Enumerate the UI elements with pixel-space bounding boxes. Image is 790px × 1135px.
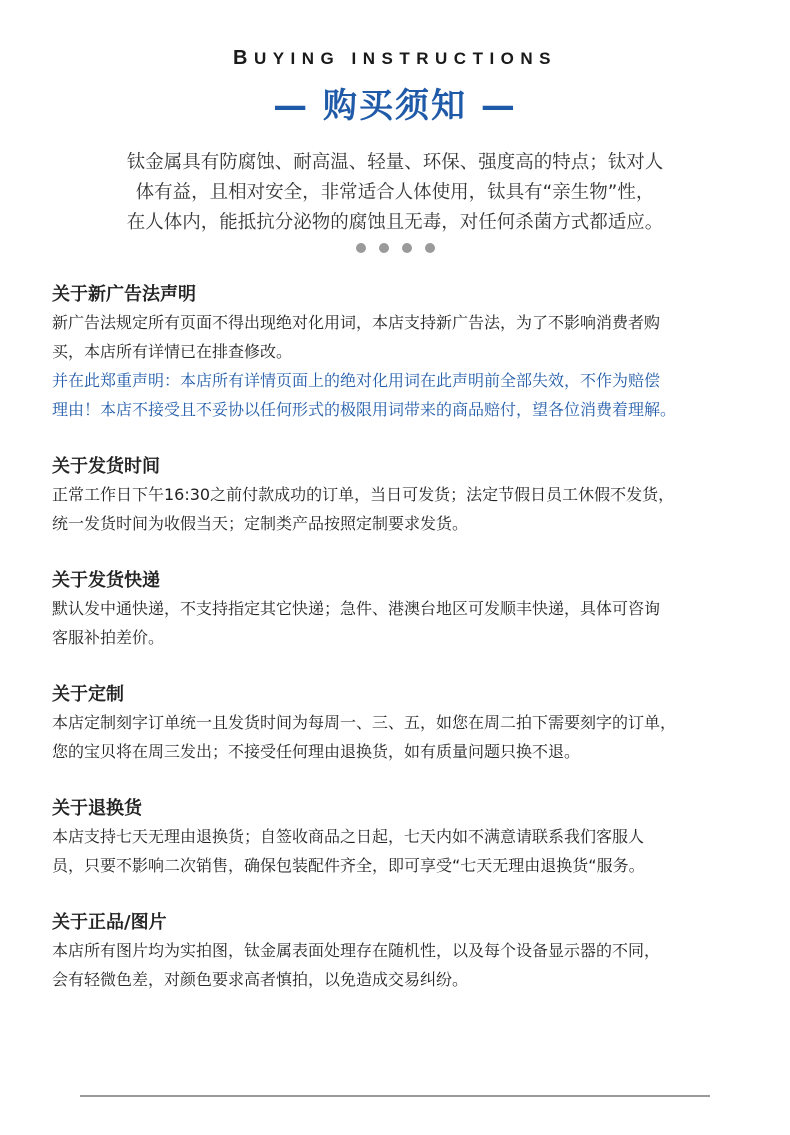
section-text: 默认发中通快递，不支持指定其它快递；急件、港澳台地区可发顺丰快递，具体可咨询 xyxy=(52,599,661,618)
section-text: 本店所有图片均为实拍图，钛金属表面处理存在随机性，以及每个设备显示器的不同， xyxy=(52,941,661,960)
section-title: 关于正品/图片 xyxy=(52,912,167,933)
dot-icon xyxy=(379,243,389,253)
bottom-divider xyxy=(80,1095,710,1097)
instruction-sections xyxy=(52,281,752,1023)
notice-text: 并在此郑重声明：本店所有详情页面上的绝对化用词在此声明前全部失效，不作为赔偿 xyxy=(52,371,661,390)
page-title: — 购买须知 — xyxy=(273,86,517,126)
dot-icon xyxy=(425,243,435,253)
section-text: 客服补拍差价。 xyxy=(52,628,165,647)
section-title: 关于定制 xyxy=(52,684,124,705)
section-text: 本店支持七天无理由退换货；自签收商品之日起，七天内如不满意请联系我们客服人 xyxy=(52,827,645,846)
section-text: 新广告法规定所有页面不得出现绝对化用词，本店支持新广告法，为了不影响消费者购 xyxy=(52,313,661,332)
section-shipping-time xyxy=(52,453,752,538)
intro-paragraph xyxy=(0,148,790,238)
section-title: 关于发货时间 xyxy=(52,456,160,477)
section-text: 会有轻微色差，对颜色要求高者慎拍，以免造成交易纠纷。 xyxy=(52,970,469,989)
section-returns xyxy=(52,795,752,880)
section-courier xyxy=(52,567,752,652)
dot-icon xyxy=(356,243,366,253)
section-text: 买，本店所有详情已在排查修改。 xyxy=(52,342,293,361)
section-title: 关于发货快递 xyxy=(52,570,160,591)
section-authentic-photos xyxy=(52,909,752,994)
section-text: 本店定制刻字订单统一且发货时间为每周一、三、五，如您在周二拍下需要刻字的订单， xyxy=(52,713,677,732)
intro-line: 在人体内，能抵抗分泌物的腐蚀且无毒，对任何杀菌方式都适应。 xyxy=(126,212,664,233)
section-title: 关于退换货 xyxy=(52,798,142,819)
section-eyebrow: BUYING INSTRUCTIONS xyxy=(232,47,558,69)
section-ad-law xyxy=(52,281,752,424)
section-custom xyxy=(52,681,752,766)
section-text: 您的宝贝将在周三发出；不接受任何理由退换货，如有质量问题只换不退。 xyxy=(52,742,581,761)
dots-divider xyxy=(0,243,790,253)
dot-icon xyxy=(402,243,412,253)
section-text: 正常工作日下午16:30之前付款成功的订单，当日可发货；法定节假日员工休假不发货， xyxy=(52,485,675,504)
section-title: 关于新广告法声明 xyxy=(52,284,196,305)
section-text: 员，只要不影响二次销售，确保包装配件齐全，即可享受“七天无理由退换货“服务。 xyxy=(52,856,645,875)
section-text: 统一发货时间为收假当天；定制类产品按照定制要求发货。 xyxy=(52,514,469,533)
notice-text: 理由！本店不接受且不妥协以任何形式的极限用词带来的商品赔付，望各位消费着理解。 xyxy=(52,400,677,419)
intro-line: 钛金属具有防腐蚀、耐高温、轻量、环保、强度高的特点；钛对人 xyxy=(126,152,664,173)
intro-line: 体有益，且相对安全，非常适合人体使用，钛具有“亲生物”性， xyxy=(135,182,655,203)
